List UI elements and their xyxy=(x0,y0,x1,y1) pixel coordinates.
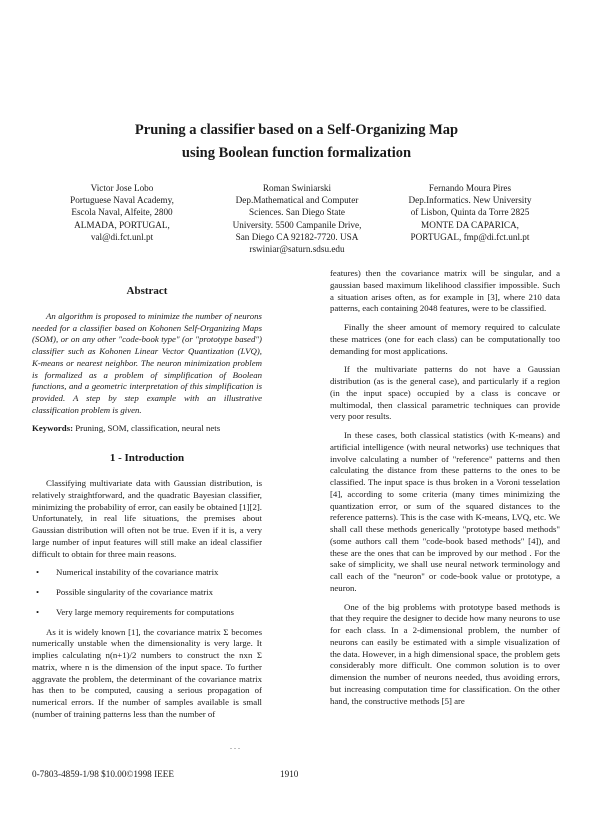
author-block-swiniarski: Roman Swiniarski Dep.Mathematical and Computer Sciences. San Diego State University. 5500 Campanile Drive, San Diego CA 92182-7720. USA rswiniar@saturn.sdsu.edu xyxy=(232,183,362,255)
page-number: 1910 xyxy=(280,769,299,779)
abstract-heading: Abstract xyxy=(126,285,168,297)
right-paragraph-1: features) then the covariance matrix will be singular, and a gaussian based maximum likelihood classifier impossible. Such a situation arises often, as for example in [3], where 210 data patterns, each containing 2048 features, were to be classified. xyxy=(330,268,560,314)
intro-paragraph-2: As it is widely known [1], the covariance matrix Σ becomes numerically unstable when the dimensionality is very large. It implies calculating n(n+1)/2 numbers to construct the nxn Σ matrix, where n is the dimension of the input space. To further aggravate the problem, the determinant of the covariance matrix has then to be computed, causing a serious propagation of numerical errors. If the number of samples available is small (number of training patterns less than the number of xyxy=(32,626,262,719)
title-line-2: using Boolean function formalization xyxy=(181,145,412,161)
list-item: • Numerical instability of the covariance matrix xyxy=(36,567,219,578)
right-column xyxy=(330,268,560,714)
right-paragraph-3: If the multivariate patterns do not have a Gaussian distribution (as is the general case), and particularly if a region (in the input space) occupied by a class is concave or multimodal, then classical parametric techniques can provide very poor results. xyxy=(330,364,560,422)
list-item: • Possible singularity of the covariance matrix xyxy=(36,587,214,597)
intro-paragraph-1: Classifying multivariate data with Gaussian distribution, is relatively straightforward, and the quadratic Bayesian classifier, minimizing the probability of error, can easily be obtained [1][2]. Unfortunately, in real life situations, the premises about Gaussian distribution will often not be true. Even if it is, a very large number of input features will still make an ideal classifier difficult to obtain for three main reasons. xyxy=(32,478,263,559)
bullet-icon: • xyxy=(36,587,40,597)
list-item: • Very large memory requirements for computations xyxy=(36,606,234,617)
title-line-1: Pruning a classifier based on a Self-Organizing Map xyxy=(134,122,459,138)
abstract-text: An algorithm is proposed to minimize the number of neurons needed for a classifier based on Kohonen Self-Organizing Maps (SOM), or on any other "code-book type" (or "prototype based") classifier such as Kohonen Linear Vector Quantization (LVQ), K-means or nearest neighbor. The neuron minimization problem is formalized as a problem of simplification of Boolean functions, and a geometric interpretation of this simplification is provided. A step by step example with an illustrative classification problem is given. xyxy=(32,310,262,415)
keywords-text: Pruning, SOM, classification, neural nets xyxy=(73,422,221,433)
paper-title xyxy=(0,119,593,165)
continuation-dots: . . . xyxy=(230,742,240,751)
right-paragraph-4: In these cases, both classical statistics (with K-means) and artificial intelligence (with neural networks) use techniques that involve calculating a number of "reference" patterns and then calculating the distance from these patterns to the ones to be classified. The input space is thus broken in a Voroni tesselation [4], according to some criteria (many times minimizing the quantization error, or sum of the squared distances to the reference patterns). This is the case with K-means, LVQ, etc. We shall call these methods generically "prototype based methods" (some authors call them "code-book based methods" [4]), and these are the ones that can be improved by our method . For the sake of simplicity, we shall use neural network terminology and call each of the "neuron" or code-book value or prototype, a neuron. xyxy=(330,430,560,593)
bullet-icon: • xyxy=(36,606,40,617)
keywords xyxy=(32,423,262,435)
author-block-lobo: Victor Jose Lobo Portuguese Naval Academy, Escola Naval, Alfeite, 2800 ALMADA, PORTUGAL, val@di.fct.unl.pt xyxy=(70,183,174,242)
author-block-pires: Fernando Moura Pires Dep.Informatics. New University of Lisbon, Quinta da Torre 2825 MONTE DA CAPARICA, PORTUGAL, fmp@di.fct.unl.pt xyxy=(408,183,532,242)
reasons-list xyxy=(32,567,262,618)
introduction-heading: 1 - Introduction xyxy=(109,452,185,465)
keywords-label: Keywords: xyxy=(32,422,74,433)
copyright-line: 0-7803-4859-1/98 $10.00©1998 IEEE xyxy=(32,769,174,779)
right-paragraph-2: Finally the sheer amount of memory required to calculate these matrices (one for each class) can be computationally too demanding for most applications. xyxy=(330,322,560,356)
right-paragraph-5: One of the big problems with prototype based methods is that they require the designer to decide how many neurons to use for each class. In a 2-dimensional problem, the number of neurons can easily be estimated with a simple visualization of the data. However, in a high dimensional space, the problem gets considerably more difficult. One common solution is to over dimension the number of neurons needed, thus avoiding errors, but increasing computation time for classification. On the other hand, the constructive methods [5] are xyxy=(330,601,560,706)
left-column xyxy=(32,268,262,728)
bullet-icon: • xyxy=(36,567,40,578)
